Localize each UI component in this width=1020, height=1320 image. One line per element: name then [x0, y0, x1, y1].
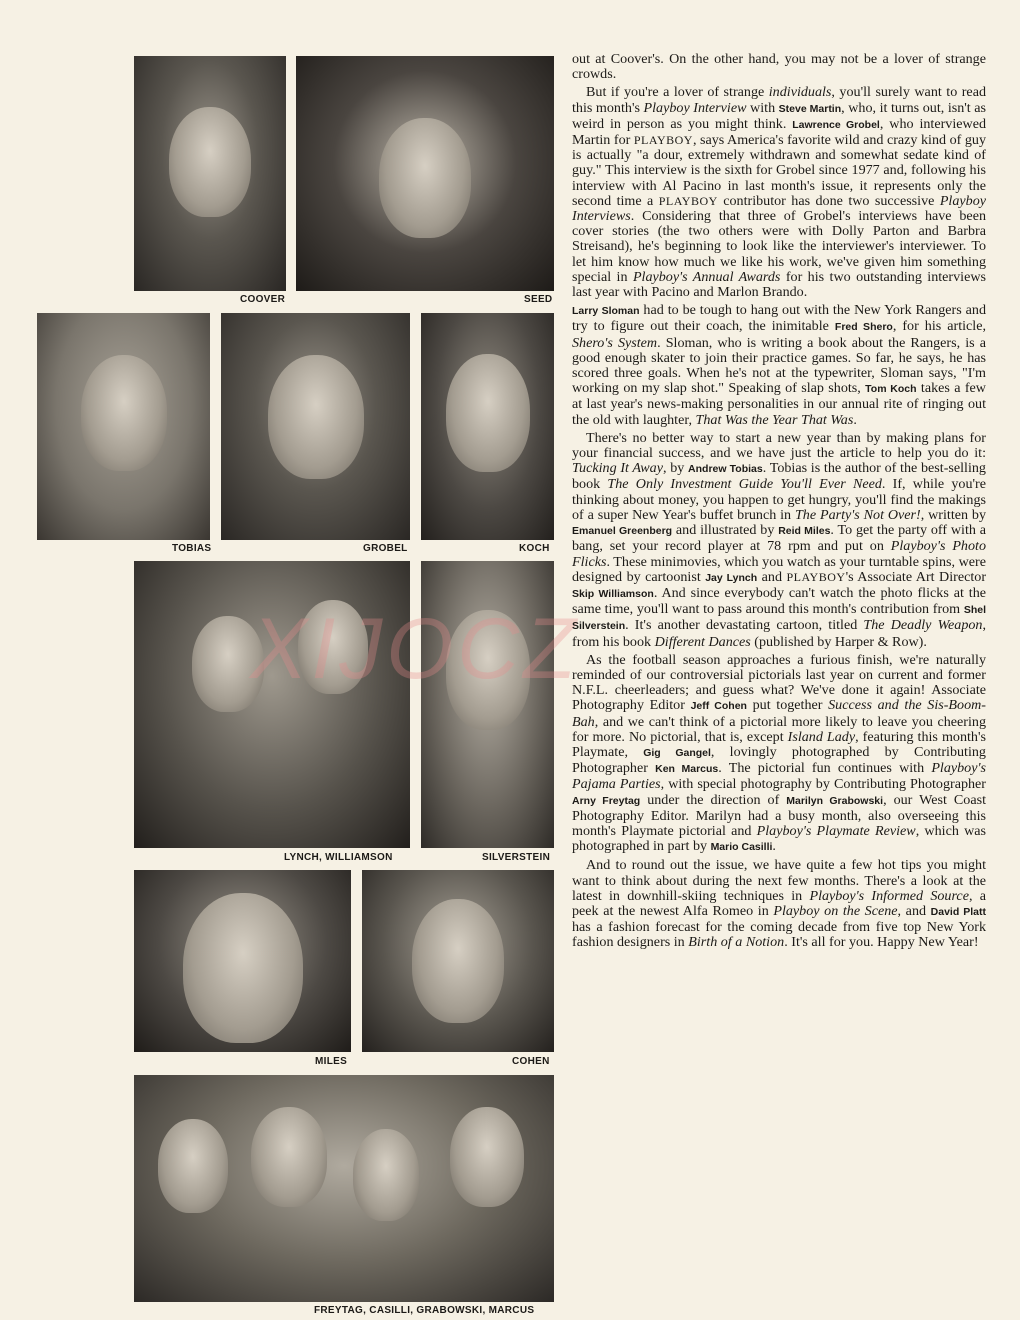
caption-miles: MILES [315, 1056, 348, 1067]
photo-lynch-williamson [134, 561, 410, 848]
photo-koch [421, 313, 554, 540]
photo-miles [134, 870, 351, 1052]
photo-cohen [362, 870, 554, 1052]
photo-group [134, 1075, 554, 1302]
caption-cohen: COHEN [512, 1056, 550, 1067]
photo-seed [296, 56, 554, 291]
caption-koch: KOCH [519, 543, 550, 554]
photo-coover [134, 56, 286, 291]
caption-silverstein: SILVERSTEIN [482, 852, 551, 863]
paragraph-1: out at Coover's. On the other hand, you may not be a lover of strange crowds. [572, 51, 986, 83]
caption-coover: COOVER [240, 294, 286, 305]
caption-grobel: GROBEL [363, 543, 408, 554]
caption-lynch-williamson: LYNCH, WILLIAMSON [284, 852, 393, 863]
photo-silverstein [421, 561, 554, 848]
article-body [572, 52, 986, 954]
paragraph-3: Larry Sloman had to be tough to hang out with the New York Rangers and try to figure out their coach, the inimitable Fred Shero, for his article, Shero's System. Sloman, who is writing a book about the Rangers, is a good enough skater to join their practice games. So far, he says, he has scored three goals. When he's not at the typewriter, Sloman says, "I'm working on my slap shot." Speaking of slap shots, Tom Koch takes a few at last year's news-making personalities in our annual rite of ringing out the old with laughter, That Was the Year That Was. [572, 302, 987, 428]
photo-tobias [37, 313, 210, 540]
photo-grobel [221, 313, 410, 540]
caption-seed: SEED [524, 294, 553, 305]
watermark: XIJOCZ [250, 601, 580, 697]
paragraph-4: There's no better way to start a new year than by making plans for your financial success, and we have just the article to help you do it: Tucking It Away, by Andrew Tobias. Tobias is the author of the best-selling book The Only Investment Guide You'll Ever Need. If, while you're thinking about money, you happen to get hungry, you'll find the makings of a super New Year's buffet brunch in The Party's Not Over!, written by Emanuel Greenberg and illustrated by Reid Miles. To get the party off with a bang, set your record player at 78 rpm and put on Playboy's Photo Flicks. These minimovies, which you watch as your turntable spins, were designed by cartoonist Jay Lynch and PLAYBOY's Associate Art Director Skip Williamson. And since everybody can't watch the photo flicks at the same time, you'll want to pass around this month's contribution from Shel Silverstein. It's another devastating cartoon, titled The Deadly Weapon, from his book Different Dances (published by Harper & Row). [572, 429, 987, 650]
paragraph-5: As the football season approaches a furious finish, we're naturally reminded of our controversial pictorials last year on current and former N.F.L. cheerleaders; and guess what? We've done it again! Associate Photography Editor Jeff Cohen put together Success and the Sis-Boom-Bah, and we can't think of a pictorial more likely to leave you cheering for more. No pictorial, that is, except Island Lady, featuring this month's Playmate, Gig Gangel, lovingly photographed by Contributing Photographer Ken Marcus. The pictorial fun continues with Playboy's Pajama Parties, with special photography by Contributing Photographer Arny Freytag under the direction of Marilyn Grabowski, our West Coast Photography Editor. Marilyn had a busy month, also overseeing this month's Playmate pictorial and Playboy's Playmate Review, which was photographed in part by Mario Casilli. [572, 651, 986, 855]
paragraph-2: But if you're a lover of strange individuals, you'll surely want to read this month's Playboy Interview with Steve Martin, who, it turns out, isn't as weird in person as you might think. Lawrence Grobel, who interviewed Martin for PLAYBOY, says America's favorite wild and crazy kind of guy is actually "a dour, extremely withdrawn and somewhat sedate kind of guy." This interview is the sixth for Grobel since 1977 and, following his interview with Al Pacino in last month's issue, it represents only the second time a PLAYBOY contributor has done two successive Playboy Interviews. Considering that three of Grobel's interviews have been cover stories (the two others were with Dolly Parton and Barbra Streisand), he's beginning to look like the interviewer's interviewer. To let him know how much we like his work, we've given him something special in Playboy's Annual Awards for his two outstanding interviews last year with Pacino and Marlon Brando. [572, 84, 987, 301]
caption-group: FREYTAG, CASILLI, GRABOWSKI, MARCUS [314, 1305, 535, 1316]
paragraph-6: And to round out the issue, we have quite a few hot tips you might want to think about during the next few months. There's a look at the latest in downhill-skiing techniques in Playboy's Informed Source, a peek at the newest Alfa Romeo in Playboy on the Scene, and David Platt has a fashion forecast for the coming decade from five top New York fashion designers in Birth of a Notion. It's all for you. Happy New Year! [572, 857, 987, 951]
caption-tobias: TOBIAS [172, 543, 212, 554]
